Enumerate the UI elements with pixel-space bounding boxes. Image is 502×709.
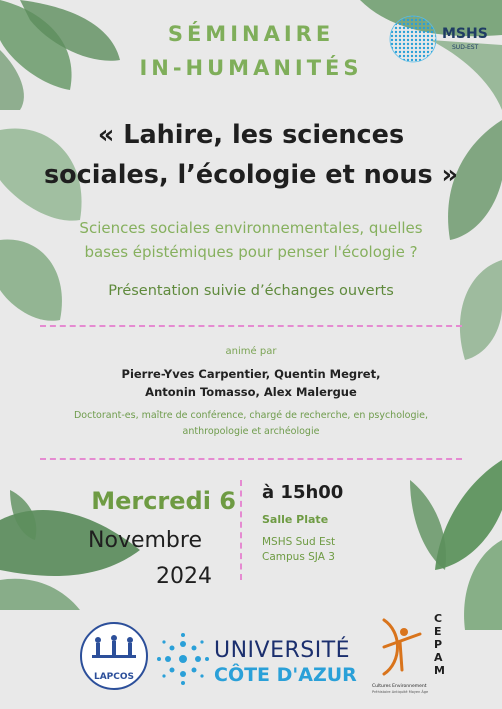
roles-line1: Doctorant-es, maître de conférence, chargé de recherche, en psychologie, — [73, 410, 428, 421]
event-year: 2024 — [156, 564, 212, 589]
presentation-note: Présentation suivie d’échanges ouverts — [108, 283, 394, 299]
subtitle-line2: bases épistémiques pour penser l'écologie ? — [84, 243, 418, 261]
leaf-top-left-decoration — [0, 0, 140, 110]
mshs-globe-icon — [386, 14, 440, 64]
lapcos-logo — [80, 622, 148, 690]
event-room: Salle Plate — [262, 513, 329, 526]
event-venue-line1: MSHS Sud Est — [262, 536, 336, 548]
uca-dots-icon — [156, 632, 210, 686]
speakers-line2: Antonin Tomasso, Alex Malergue — [145, 385, 357, 399]
uca-logo-line2: CÔTE D'AZUR — [214, 664, 357, 686]
series-title-line2: IN-HUMANITÉS — [139, 56, 363, 80]
event-day: Mercredi 6 — [91, 487, 236, 515]
mshs-logo-text: MSHS — [442, 26, 488, 42]
divider-middle — [40, 458, 462, 460]
cepam-caption-line2: Préhistoire Antiquité Moyen Âge — [372, 690, 429, 694]
cepam-caption-line1: Cultures Environnement — [372, 684, 427, 689]
cepam-logo-text: CEPAM — [434, 612, 445, 677]
divider-vertical — [240, 480, 242, 580]
lapcos-logo-text: LAPCOS — [93, 672, 135, 682]
speakers-line1: Pierre-Yves Carpentier, Quentin Megret, — [121, 367, 381, 381]
mshs-logo — [386, 14, 496, 64]
mshs-logo-subtext: SUD-EST — [452, 44, 479, 51]
event-venue-line2: Campus SJA 3 — [262, 551, 335, 563]
divider-top — [40, 325, 462, 327]
uca-logo-line1: UNIVERSITÉ — [214, 638, 351, 663]
roles-line2: anthropologie et archéologie — [182, 426, 320, 437]
event-time: à 15h00 — [262, 482, 344, 503]
cepam-archer-icon — [372, 612, 426, 682]
cepam-logo — [372, 612, 454, 702]
host-label: animé par — [225, 346, 277, 357]
event-month: Novembre — [88, 528, 202, 553]
series-title-line1: SÉMINAIRE — [167, 22, 335, 46]
leaf-bottom-right-decoration — [380, 460, 502, 630]
main-title-line2: sociales, l’écologie et nous » — [43, 160, 459, 190]
lapcos-figures-icon — [82, 630, 146, 674]
main-title-line1: « Lahire, les sciences — [97, 120, 405, 150]
subtitle-line1: Sciences sociales environnementales, quelles — [79, 219, 423, 237]
